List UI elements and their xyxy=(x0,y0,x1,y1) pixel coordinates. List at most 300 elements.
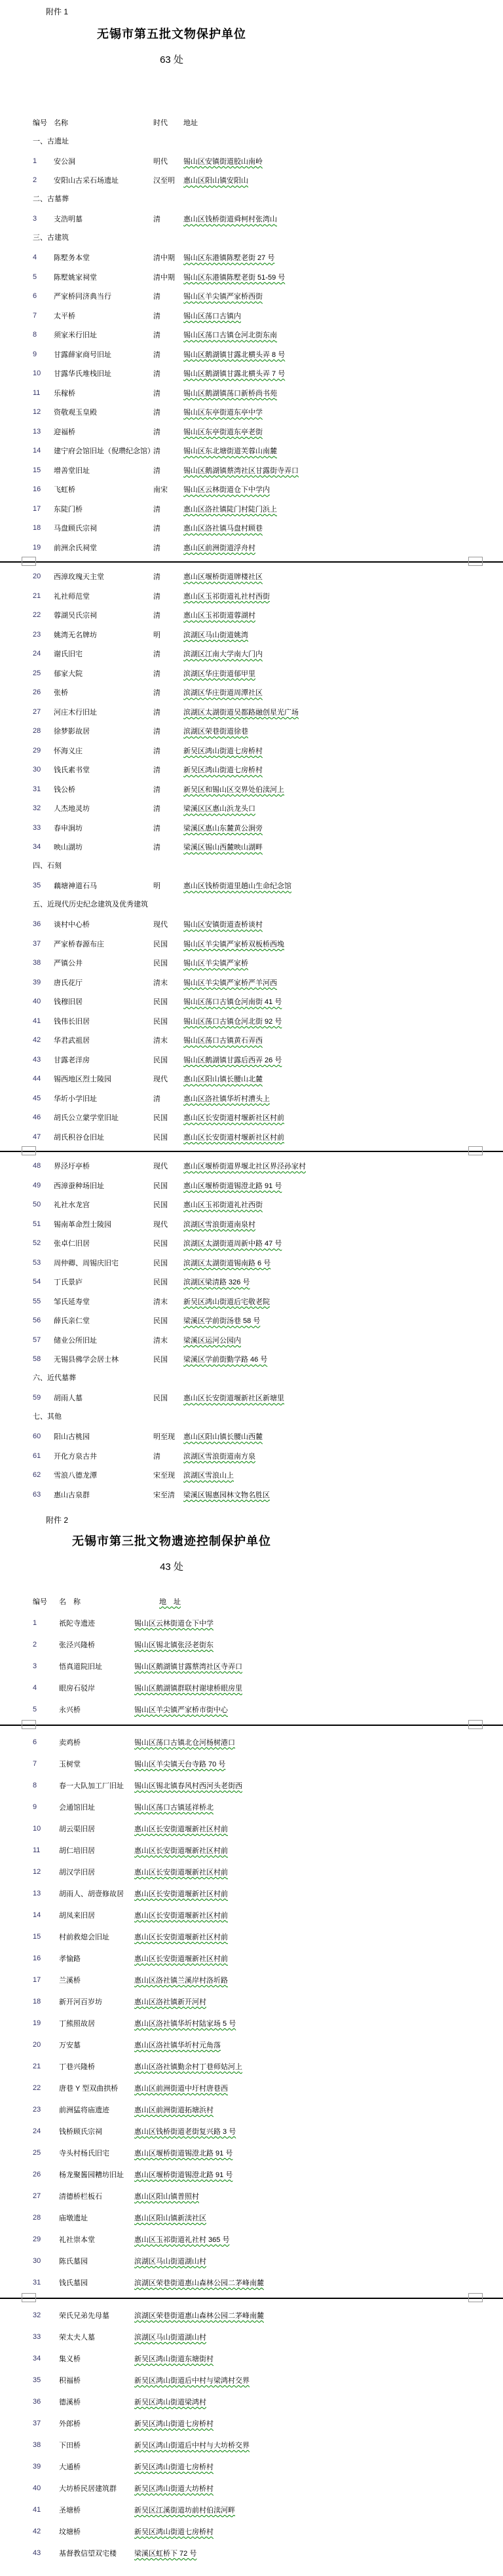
row-number: 40 xyxy=(33,998,41,1006)
row-number: 30 xyxy=(33,766,41,774)
row-number: 29 xyxy=(33,746,41,755)
row-number: 57 xyxy=(33,1335,41,1344)
row-address: 梁溪区锡山西麓映山湖畔 xyxy=(183,844,263,852)
row-number: 32 xyxy=(33,2311,41,2319)
row-era: 清 xyxy=(153,785,160,794)
row-era: 民国 xyxy=(153,1356,168,1364)
table-row xyxy=(0,1861,503,1883)
table-row xyxy=(0,210,503,229)
row-name: 杨龙聚酱园糟坊旧址 xyxy=(59,2171,124,2179)
page-break xyxy=(0,1721,503,1732)
table1-header-addr: 地址 xyxy=(183,119,198,127)
row-name: 雪浪八德龙潭 xyxy=(54,1472,97,1480)
row-era: 现代 xyxy=(153,921,168,929)
row-number: 45 xyxy=(33,1094,41,1102)
row-era: 汉至明 xyxy=(153,177,175,185)
row-number: 19 xyxy=(33,543,41,551)
row-era: 清 xyxy=(153,1452,160,1461)
row-number: 24 xyxy=(33,2127,41,2135)
row-era: 宋至现 xyxy=(153,1472,175,1480)
page-break-line xyxy=(0,1725,503,1726)
row-name: 锡西地区烈士陵园 xyxy=(54,1075,111,1084)
row-name: 寺头村杨氏旧宅 xyxy=(59,2150,109,2157)
section-heading: 一、古遗址 xyxy=(33,137,69,145)
row-number: 60 xyxy=(33,1432,41,1441)
row-name: 胡汉学旧居 xyxy=(59,1869,95,1876)
row-number: 5 xyxy=(33,272,37,281)
row-era: 清 xyxy=(153,708,160,717)
row-number: 12 xyxy=(33,1868,41,1876)
table1-count: 63 处 xyxy=(160,54,183,65)
row-number: 39 xyxy=(33,2463,41,2471)
table-row xyxy=(0,460,503,480)
row-name: 周仲卿、周锡庆旧宅 xyxy=(54,1259,119,1267)
row-era: 清末 xyxy=(153,1297,168,1306)
row-number: 38 xyxy=(33,2441,41,2449)
row-address: 滨湖区江南大学南大门内 xyxy=(183,650,263,659)
row-address: 锡山区云林街道仓下中学内 xyxy=(183,486,270,495)
row-era: 现代 xyxy=(153,1163,168,1171)
row-name: 胡凤来旧居 xyxy=(59,1912,95,1920)
row-number: 21 xyxy=(33,591,41,600)
table-row xyxy=(0,1699,503,1721)
row-address: 惠山区玉祁街道蓉湖村 xyxy=(183,612,255,620)
row-era: 清 xyxy=(153,650,160,659)
row-number: 27 xyxy=(33,707,41,716)
row-name: 钱公桥 xyxy=(54,785,75,794)
row-number: 18 xyxy=(33,524,41,532)
row-name: 坟塘桥 xyxy=(59,2528,81,2536)
table-row xyxy=(0,973,503,992)
table-row xyxy=(0,1089,503,1108)
row-name: 陈氏墓园 xyxy=(59,2258,88,2266)
row-number: 23 xyxy=(33,630,41,639)
table-row xyxy=(0,1613,503,1634)
row-number: 33 xyxy=(33,2333,41,2341)
row-number: 20 xyxy=(33,2041,41,2049)
row-era: 清末 xyxy=(153,1037,168,1045)
row-name: 荣氏兄弟先母墓 xyxy=(59,2312,109,2320)
row-era: 民国 xyxy=(153,1017,168,1026)
row-address: 滨湖区马山街道姚湾 xyxy=(183,631,248,639)
table-row xyxy=(0,1427,503,1447)
row-name: 西漳蚕种场旧址 xyxy=(54,1182,104,1190)
row-address: 锡山区鹅湖镇荡口新桥尚书苑 xyxy=(183,389,277,398)
row-name: 玉树堂 xyxy=(59,1761,81,1768)
row-name: 藕塘神道石马 xyxy=(54,882,97,891)
row-name: 大通桥 xyxy=(59,2463,81,2471)
row-address: 惠山区前洲街道拓塘浜村 xyxy=(134,2106,214,2114)
row-address: 锡山区荡口古镇仓河南街 41 号 xyxy=(183,998,282,1007)
row-address: 锡山区羊尖镇严家桥严羊河西 xyxy=(183,979,277,987)
table2-header-name: 名 称 xyxy=(59,1598,81,1606)
table-row xyxy=(0,760,503,780)
attachment1-label: 附件 1 xyxy=(46,7,69,16)
row-name: 孝愉路 xyxy=(59,1955,81,1963)
row-address: 惠山区钱桥街道舜柯村张湾山 xyxy=(183,215,277,224)
row-address: 梁溪区锡惠园林文物名胜区 xyxy=(183,1491,270,1499)
row-address: 锡山区荡口古镇仓河北街 92 号 xyxy=(183,1017,282,1026)
row-name: 胡仁培旧居 xyxy=(59,1847,95,1855)
row-era: 清 xyxy=(153,331,160,340)
row-address: 惠山区长安街道堰新社区村前 xyxy=(134,1869,228,1876)
table-row xyxy=(0,1775,503,1797)
table-row xyxy=(0,2164,503,2186)
row-address: 锡山区安镇街道查桥谈村 xyxy=(183,921,263,929)
table-row xyxy=(0,625,503,644)
row-name: 唐巷 Y 型双曲拱桥 xyxy=(59,2085,119,2093)
row-address: 惠山区长安街道村堰新社区村前 xyxy=(183,1133,284,1142)
row-name: 胡雨人墓 xyxy=(54,1394,83,1403)
row-address: 惠山区阳山镇长腰山北麓 xyxy=(183,1075,263,1084)
row-era: 民国 xyxy=(153,1240,168,1248)
row-name: 礼社水龙宫 xyxy=(54,1201,90,1210)
row-address: 滨湖区雪浪街道南方泉 xyxy=(183,1452,255,1461)
row-address: 惠山区洛社镇华圻村陆家场 5 号 xyxy=(134,2020,236,2028)
table-row xyxy=(0,683,503,703)
row-era: 清 xyxy=(153,409,160,417)
row-address: 新吴区鸿山街道七房桥村 xyxy=(183,766,263,775)
row-name: 郁家大院 xyxy=(54,669,83,678)
table-row xyxy=(0,2435,503,2456)
row-number: 14 xyxy=(33,1911,41,1919)
row-name: 钱伟长旧居 xyxy=(54,1017,90,1026)
row-address: 惠山区洛社镇新开河村 xyxy=(134,1998,206,2006)
row-number: 6 xyxy=(33,292,37,301)
table-row xyxy=(0,2056,503,2078)
table-row xyxy=(0,838,503,857)
row-name: 甘露薛家商号旧址 xyxy=(54,350,111,359)
row-number: 15 xyxy=(33,466,41,474)
table-row xyxy=(0,2456,503,2478)
page-corner-mark xyxy=(22,1720,36,1729)
row-name: 严镇公井 xyxy=(54,960,83,968)
row-address: 惠山区堰桥街道界堰北社区界泾孙家村 xyxy=(183,1163,306,1171)
row-address: 锡山区荡口古镇北仓河杨树港口 xyxy=(134,1739,235,1747)
row-address: 锡山区鹅湖镇甘露北横头弄 8 号 xyxy=(183,350,286,359)
row-era: 民国 xyxy=(153,1182,168,1190)
row-address: 惠山区长安街道堰新社区村前 xyxy=(134,1955,228,1963)
row-address: 新吴区鸿山街道东塘街村 xyxy=(134,2355,214,2363)
row-era: 清 xyxy=(153,844,160,852)
page-corner-mark xyxy=(468,1146,483,1155)
row-number: 3 xyxy=(33,215,37,223)
row-address: 滨湖区荣巷街道惠山森林公园二茅峰南麓 xyxy=(134,2279,264,2287)
row-name: 映山湖坊 xyxy=(54,844,83,852)
row-name: 无锡县佛学会居士林 xyxy=(54,1356,119,1364)
row-address: 惠山区钱桥街道里趟山生命纪念馆 xyxy=(183,882,291,891)
row-name: 钱氏素书堂 xyxy=(54,766,90,775)
row-name: 基督教信望双宅楼 xyxy=(59,2550,117,2558)
row-address: 惠山区堰桥街道牌楼社区 xyxy=(183,573,263,582)
table-row xyxy=(0,1350,503,1370)
row-name: 甘露华氏堆栈旧址 xyxy=(54,370,111,379)
row-number: 3 xyxy=(33,1662,37,1670)
table2-header-row xyxy=(0,1591,503,1613)
row-address: 滨湖区太湖街道周新中路 47 号 xyxy=(183,1240,282,1248)
row-era: 民国 xyxy=(153,1279,168,1287)
page-break-line xyxy=(0,2298,503,2299)
page-corner-mark xyxy=(468,557,483,566)
row-address: 新吴区鸿山街道七房桥村 xyxy=(134,2420,214,2428)
row-name: 增善堂旧址 xyxy=(54,466,90,475)
row-era: 清中期 xyxy=(153,273,175,282)
row-number: 51 xyxy=(33,1220,41,1228)
row-address: 锡山区安镇街道胶山南岭 xyxy=(183,157,263,166)
page-corner-mark xyxy=(468,1720,483,1729)
table-row xyxy=(0,992,503,1012)
table-row xyxy=(0,702,503,722)
row-name: 眼房石驳岸 xyxy=(59,1685,95,1692)
row-address: 梁溪区区惠山浜龙头口 xyxy=(183,805,255,813)
row-number: 41 xyxy=(33,2506,41,2514)
row-era: 清 xyxy=(153,573,160,582)
row-address: 惠山区长安街道堰新社区村前 xyxy=(134,1933,228,1941)
row-name: 大坊桥民居建筑群 xyxy=(59,2485,117,2493)
row-address: 锡山区东亭街道东亭老街 xyxy=(183,428,263,436)
table-row xyxy=(0,2250,503,2272)
table-row xyxy=(0,1234,503,1254)
row-name: 唐氏花厅 xyxy=(54,979,83,987)
row-era: 民国 xyxy=(153,998,168,1007)
row-era: 清末 xyxy=(153,1336,168,1345)
row-name: 陈墅务本堂 xyxy=(54,254,90,263)
table-row xyxy=(0,287,503,307)
row-name: 支浩明墓 xyxy=(54,215,83,224)
table-row xyxy=(0,1446,503,1466)
table-row xyxy=(0,1195,503,1215)
row-name: 谈村中心桥 xyxy=(54,921,90,929)
table-row xyxy=(0,1840,503,1861)
table1-header-era: 时代 xyxy=(153,119,168,127)
table-row xyxy=(0,1883,503,1905)
row-address: 锡山区荡口古镇延祥桥北 xyxy=(134,1804,214,1812)
table-row xyxy=(0,1905,503,1926)
page-break-line xyxy=(0,1151,503,1152)
row-name: 须家米行旧址 xyxy=(54,331,97,340)
table-row xyxy=(0,586,503,606)
row-era: 清 xyxy=(153,505,160,513)
row-address: 惠山区前洲街道浮舟村 xyxy=(183,544,255,552)
row-name: 钱穆旧居 xyxy=(54,998,83,1007)
table-row xyxy=(0,1330,503,1350)
row-name: 姚湾无名牌坊 xyxy=(54,631,97,639)
row-number: 37 xyxy=(33,939,41,948)
table-row xyxy=(0,1948,503,1969)
row-address: 惠山区洛社镇华圻村元角落 xyxy=(134,2042,221,2049)
row-number: 13 xyxy=(33,427,41,436)
row-name: 开化方泉古井 xyxy=(54,1452,97,1461)
row-number: 31 xyxy=(33,785,41,793)
table1-header-num: 编号 xyxy=(33,119,47,127)
row-number: 5 xyxy=(33,1706,37,1713)
row-number: 26 xyxy=(33,688,41,697)
table-row xyxy=(0,876,503,896)
row-number: 7 xyxy=(33,1760,37,1768)
row-name: 集义桥 xyxy=(59,2355,81,2363)
table1-title: 无锡市第五批文物保护单位 xyxy=(97,28,246,41)
row-address: 锡山区鹅湖镇甘露后西弄 26 号 xyxy=(183,1056,282,1064)
table-row xyxy=(0,1656,503,1677)
row-era: 清 xyxy=(153,389,160,398)
table-row xyxy=(0,1797,503,1818)
row-name: 清德桥栏板石 xyxy=(59,2193,102,2201)
row-era: 民国 xyxy=(153,1114,168,1123)
row-number: 18 xyxy=(33,1998,41,2006)
row-name: 河庄木行旧址 xyxy=(54,708,97,717)
section-heading: 二、古墓葬 xyxy=(33,195,69,203)
table-row xyxy=(0,1031,503,1051)
table-row xyxy=(0,1485,503,1504)
row-number: 13 xyxy=(33,1890,41,1897)
row-era: 清 xyxy=(153,728,160,736)
table-row xyxy=(0,818,503,838)
table-row xyxy=(0,1011,503,1031)
table-row xyxy=(0,741,503,760)
row-address: 滨湖区华庄街道周潭社区 xyxy=(183,689,263,698)
row-number: 12 xyxy=(33,408,41,417)
row-era: 民国 xyxy=(153,1259,168,1267)
row-address: 惠山区洛社镇华圻村漕头上 xyxy=(183,1094,270,1103)
row-name: 积福桥 xyxy=(59,2377,81,2385)
row-number: 34 xyxy=(33,843,41,851)
row-address: 滨湖区太湖街道吴都路融创星光广场 xyxy=(183,708,299,717)
row-name: 安公洞 xyxy=(54,157,75,166)
row-number: 36 xyxy=(33,920,41,929)
row-address: 滨湖区马山街道湖山村 xyxy=(134,2334,206,2342)
row-name: 会通馆旧址 xyxy=(59,1804,95,1812)
row-number: 1 xyxy=(33,157,37,165)
row-name: 张泾兴隆桥 xyxy=(59,1641,95,1649)
table-row xyxy=(0,1677,503,1699)
row-number: 22 xyxy=(33,611,41,620)
row-address: 惠山区阳山镇普照村 xyxy=(134,2193,199,2201)
page-corner-mark xyxy=(22,2293,36,2302)
row-name: 祇陀寺遗迹 xyxy=(59,1620,95,1628)
row-era: 明代 xyxy=(153,157,168,166)
row-name: 迎福桥 xyxy=(54,428,75,436)
table-row xyxy=(0,2272,503,2294)
row-era: 民国 xyxy=(153,1133,168,1142)
row-number: 30 xyxy=(33,2257,41,2265)
row-era: 清 xyxy=(153,466,160,475)
table-row xyxy=(0,1818,503,1840)
row-number: 63 xyxy=(33,1490,41,1499)
table-row xyxy=(0,1926,503,1948)
row-address: 新吴区鸿山街道七房桥村 xyxy=(134,2528,214,2536)
table-row xyxy=(0,1311,503,1331)
row-number: 25 xyxy=(33,2149,41,2157)
row-number: 48 xyxy=(33,1162,41,1170)
row-number: 44 xyxy=(33,1075,41,1083)
row-address: 锡山区锡北镇春风村西河头老街西 xyxy=(134,1782,242,1790)
table-row xyxy=(0,934,503,954)
table1 xyxy=(0,113,503,1504)
row-number: 54 xyxy=(33,1278,41,1286)
row-address: 锡山区羊尖镇严家桥市街中心 xyxy=(134,1706,228,1714)
row-era: 清 xyxy=(153,747,160,755)
row-name: 乐稼桥 xyxy=(54,389,75,398)
table-row xyxy=(0,1176,503,1195)
row-number: 25 xyxy=(33,669,41,677)
row-number: 37 xyxy=(33,2419,41,2427)
row-era: 清 xyxy=(153,592,160,601)
row-name: 丁巷兴隆桥 xyxy=(59,2063,95,2071)
table1-header-name: 名称 xyxy=(54,119,68,127)
row-name: 胡云渠旧居 xyxy=(59,1825,95,1833)
table-row xyxy=(0,2121,503,2142)
table2-count: 43 处 xyxy=(160,1561,183,1573)
row-name: 西漳玫瑰天主堂 xyxy=(54,573,104,582)
row-name: 张卓仁旧居 xyxy=(54,1240,90,1248)
row-address: 新吴区鸿山街道大坊桥村 xyxy=(134,2485,214,2493)
row-address: 惠山区洛社镇兰溪岸村洛圻路 xyxy=(134,1977,228,1985)
row-name: 庙墩遗址 xyxy=(59,2214,88,2222)
row-name: 钱桥顾氏宗祠 xyxy=(59,2128,102,2136)
attachment2-label: 附件 2 xyxy=(46,1515,69,1525)
row-address: 梁溪区运河公园内 xyxy=(183,1336,241,1345)
table-row xyxy=(0,1389,503,1408)
row-era: 清 xyxy=(153,293,160,301)
table-row xyxy=(0,1466,503,1485)
row-era: 清 xyxy=(153,669,160,678)
row-address: 新吴区鸿山街道后中村与大坊桥交界 xyxy=(134,2442,250,2450)
row-era: 清 xyxy=(153,766,160,775)
page-break-line xyxy=(0,561,503,563)
row-number: 55 xyxy=(33,1297,41,1305)
row-number: 35 xyxy=(33,882,41,890)
row-era: 清 xyxy=(153,544,160,552)
table-row xyxy=(0,441,503,461)
row-name: 丁熊照故居 xyxy=(59,2020,95,2028)
row-address: 惠山区玉祁街道礼社村西街 xyxy=(183,592,270,601)
row-number: 41 xyxy=(33,1017,41,1025)
row-era: 清 xyxy=(153,525,160,533)
row-name: 怀海义庄 xyxy=(54,747,83,755)
table-row xyxy=(0,722,503,741)
row-name: 建宁府会馆旧址（倪瓒纪念馆） xyxy=(54,447,155,456)
table-row xyxy=(0,2207,503,2229)
row-name: 永兴桥 xyxy=(59,1706,81,1714)
table-row xyxy=(0,480,503,500)
table1-rows xyxy=(0,132,503,1504)
row-number: 8 xyxy=(33,331,37,339)
page-break xyxy=(0,2294,503,2305)
row-era: 清中期 xyxy=(153,254,175,263)
row-number: 49 xyxy=(33,1181,41,1189)
table-row xyxy=(0,2478,503,2499)
row-name: 东陡门桥 xyxy=(54,505,83,513)
row-address: 惠山区玉祁街道礼社村 365 号 xyxy=(134,2236,230,2244)
row-name: 太平桥 xyxy=(54,312,75,320)
row-address: 惠山区堰桥街道锡澄北路 91 号 xyxy=(134,2150,233,2157)
table-row xyxy=(0,1969,503,1991)
row-address: 锡山区羊尖镇严家桥 xyxy=(183,960,248,968)
row-number: 10 xyxy=(33,369,41,378)
row-number: 17 xyxy=(33,1976,41,1984)
row-number: 27 xyxy=(33,2192,41,2200)
table-row xyxy=(0,422,503,441)
row-number: 9 xyxy=(33,350,37,358)
table-row xyxy=(0,606,503,625)
table-row xyxy=(0,2186,503,2207)
row-number: 42 xyxy=(33,1036,41,1045)
row-era: 清 xyxy=(153,447,160,456)
row-address: 滨湖区荣巷街道徐巷 xyxy=(183,728,248,736)
table1-header-row xyxy=(0,113,503,132)
row-address: 锡山区东港镇陈墅老街 27 号 xyxy=(183,254,275,263)
row-address: 惠山区钱桥街道老街复兴路 3 号 xyxy=(134,2128,236,2136)
